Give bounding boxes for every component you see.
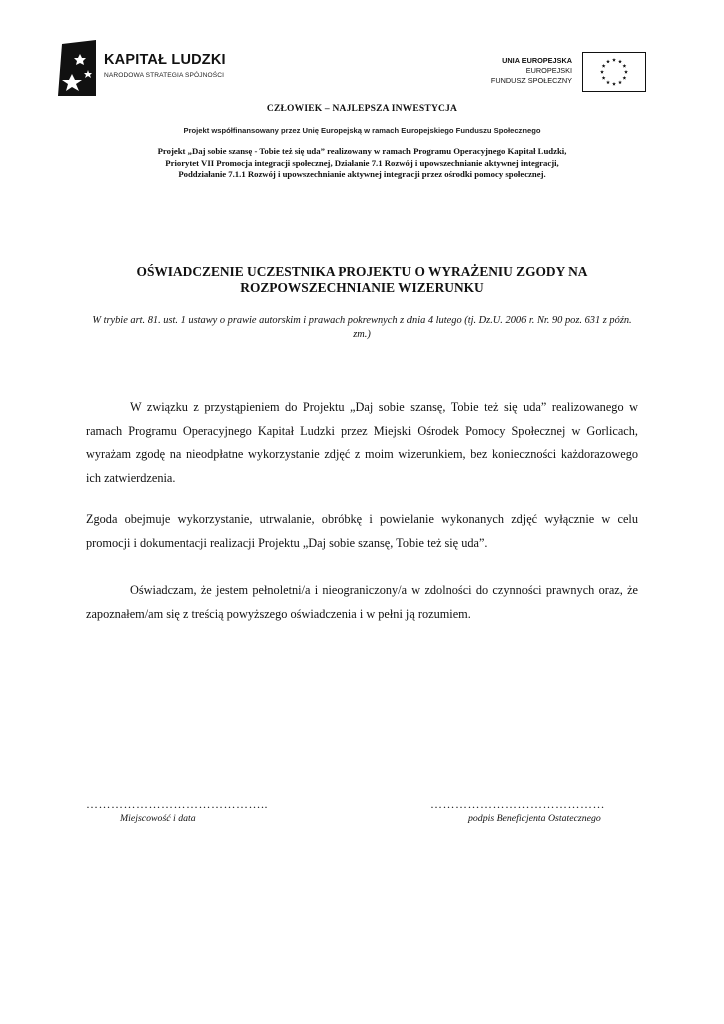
eu-star-icon (602, 76, 606, 80)
eu-star-icon (618, 60, 622, 64)
legal-basis: W trybie art. 81. ust. 1 ustawy o prawie autorskim i prawach pokrewnych z dnia 4 lutego (tj. Dz.U. 2006 r. Nr. 90 poz. 631 z późn. zm.) (92, 315, 632, 340)
project-info-line1: Projekt „Daj sobie szansę - Tobie też się uda” realizowany w ramach Programu Operacyjnego Kapitał Ludzki, (157, 146, 567, 156)
project-info (40, 146, 684, 181)
eu-star-icon (612, 82, 616, 86)
signature-line: …………………………………… (430, 797, 605, 811)
eu-star-icon (618, 80, 622, 84)
eu-star-icon (624, 70, 628, 74)
eu-stars-icon (583, 53, 645, 91)
body-paragraph-1: W związku z przystąpieniem do Projektu „Daj sobie szansę, Tobie też się uda” realizowanego w ramach Programu Operacyjnego Kapitał Ludzki przez Miejski Ośrodek Pomocy Społecznej w Gorlicach, wyrażam zgodę na nieodpłatne wykorzystanie zdjęć z moim wizerunkiem, bez konieczności każdorazowego ich zatwierdzenia. (86, 400, 638, 485)
signature-label: podpis Beneficjenta Ostatecznego (468, 813, 601, 824)
place-date-line: …………………………………….. (86, 797, 268, 811)
logo-subtitle: NARODOWA STRATEGIA SPÓJNOŚCI (104, 72, 225, 79)
eu-star-icon (612, 58, 616, 62)
eu-star-icon (622, 64, 626, 68)
eu-star-icon (606, 80, 610, 84)
eu-logo (478, 52, 648, 92)
logo-title: KAPITAŁ LUDZKI (104, 52, 226, 68)
eu-star-icon (602, 64, 606, 68)
eu-star-icon (606, 60, 610, 64)
eu-logo-line1: UNIA EUROPEJSKA (502, 56, 572, 65)
eu-flag (582, 52, 646, 92)
place-date-label: Miejscowość i data (120, 813, 196, 824)
cofinancing-note: Projekt współfinansowany przez Unię Europejską w ramach Europejskiego Funduszu Społecznego (183, 126, 541, 135)
body-paragraph-2: Zgoda obejmuje wykorzystanie, utrwalanie, obróbkę i powielanie wykonanych zdjęć wyłącznie w celu promocji i dokumentacji realizacji Projektu „Daj sobie szansę, Tobie też się uda”. (86, 512, 638, 550)
project-info-line2: Priorytet VII Promocja integracji społecznej, Działanie 7.1 Rozwój i upowszechnianie aktywnej integracji, (165, 157, 559, 168)
document-title (60, 264, 664, 295)
eu-logo-line2: EUROPEJSKI (525, 66, 572, 75)
document-title-line2: ROZPOWSZECHNIANIE WIZERUNKU (240, 279, 484, 295)
kapital-ludzki-logo (58, 40, 238, 96)
body-paragraph-3: Oświadczam, że jestem pełnoletni/a i nieograniczony/a w zdolności do czynności prawnych oraz, że zapoznałem/am się z treścią powyższego oświadczenia i w pełni ją rozumiem. (86, 583, 638, 621)
eu-star-icon (622, 76, 626, 80)
eu-logo-line3: FUNDUSZ SPOŁECZNY (490, 76, 572, 85)
eu-star-icon (600, 70, 604, 74)
project-info-line3: Poddziałanie 7.1.1 Rozwój i upowszechnianie aktywnej integracji przez ośrodki pomocy społecznej. (178, 169, 546, 179)
kapital-ludzki-logo-icon (58, 40, 100, 96)
eu-logo-text (491, 56, 572, 86)
motto: CZŁOWIEK – NAJLEPSZA INWESTYCJA (266, 104, 458, 114)
document-title-line1: OŚWIADCZENIE UCZESTNIKA PROJEKTU O WYRAŻENIU ZGODY NA (136, 264, 588, 279)
